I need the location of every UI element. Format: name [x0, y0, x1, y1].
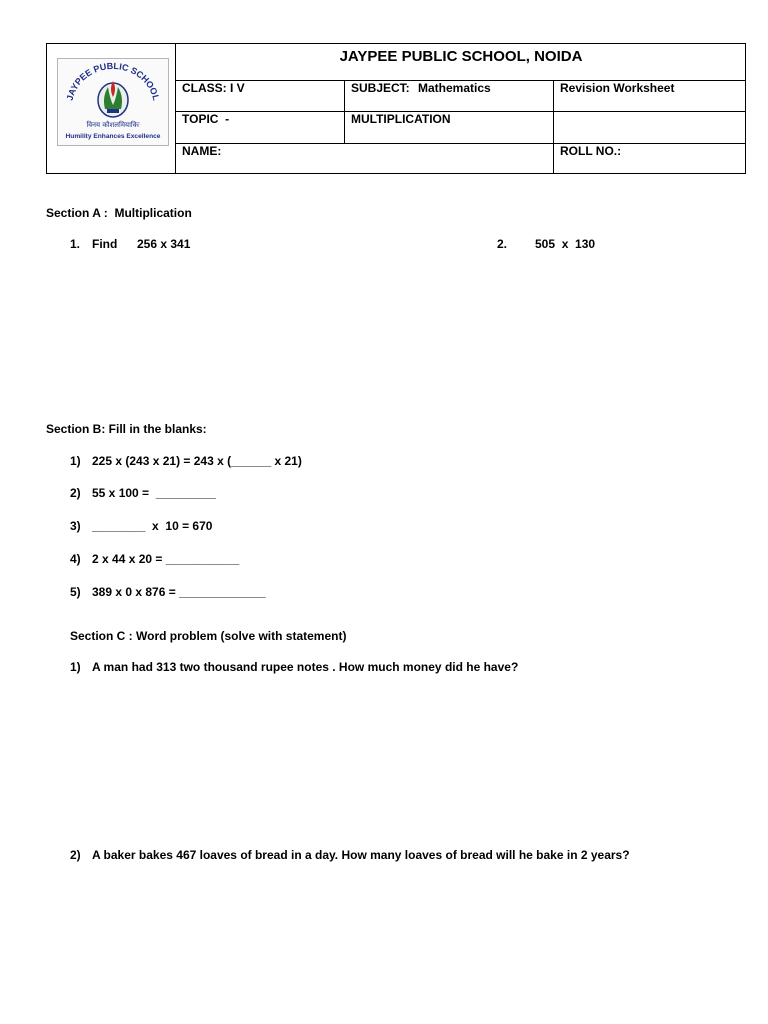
word-problem: A man had 313 two thousand rupee notes . How much money did he have?: [92, 660, 519, 674]
section-a-title: Section A : Multiplication: [46, 206, 192, 220]
school-emblem-icon: [58, 59, 168, 145]
fill-blank-item: 225 x (243 x 21) = 243 x (______ x 21): [92, 454, 302, 468]
section-c-title: Section C : Word problem (solve with statement): [70, 629, 347, 643]
logo-arc-text: JAYPEE PUBLIC SCHOOL: [64, 60, 162, 102]
school-name: JAYPEE PUBLIC SCHOOL, NOIDA: [339, 48, 583, 65]
fill-blank-item: 55 x 100 = _________: [92, 486, 216, 500]
item-number: 4): [70, 552, 81, 566]
question-expression: 505 x 130: [535, 237, 596, 251]
item-number: 1): [70, 454, 81, 468]
item-number: 1): [70, 660, 81, 674]
item-number: 2): [70, 848, 81, 862]
subject-value: Mathematics: [418, 81, 491, 95]
item-number: 3): [70, 519, 81, 533]
item-number: 2): [70, 486, 81, 500]
header-table: [46, 43, 746, 174]
question-number: 2.: [497, 237, 508, 251]
class-label: CLASS: I V: [182, 81, 245, 95]
item-number: 5): [70, 585, 81, 599]
subject-label: SUBJECT:: [351, 81, 410, 95]
school-logo: [57, 58, 169, 146]
word-problem: A baker bakes 467 loaves of bread in a day. How many loaves of bread will he bake in 2 years?: [92, 848, 630, 862]
fill-blank-item: 389 x 0 x 876 = _____________: [92, 585, 266, 599]
divider: [175, 143, 745, 144]
divider: [553, 80, 554, 173]
name-label: NAME:: [182, 144, 222, 158]
logo-hindi-motto: विनय कौशलमियाकिः: [86, 121, 140, 129]
section-b-title: Section B: Fill in the blanks:: [46, 422, 207, 436]
worksheet-type: Revision Worksheet: [560, 81, 675, 95]
topic-value: MULTIPLICATION: [351, 112, 451, 126]
question-number: 1.: [70, 237, 81, 251]
roll-label: ROLL NO.:: [560, 144, 622, 158]
fill-blank-item: ________ x 10 = 670: [92, 519, 213, 533]
divider: [175, 111, 745, 112]
logo-motto: Humility Enhances Excellence: [65, 133, 161, 140]
question-text: Find: [92, 237, 118, 251]
topic-label: TOPIC -: [182, 112, 230, 126]
fill-blank-item: 2 x 44 x 20 = ___________: [92, 552, 240, 566]
divider: [344, 80, 345, 143]
question-expression: 256 x 341: [137, 237, 191, 251]
